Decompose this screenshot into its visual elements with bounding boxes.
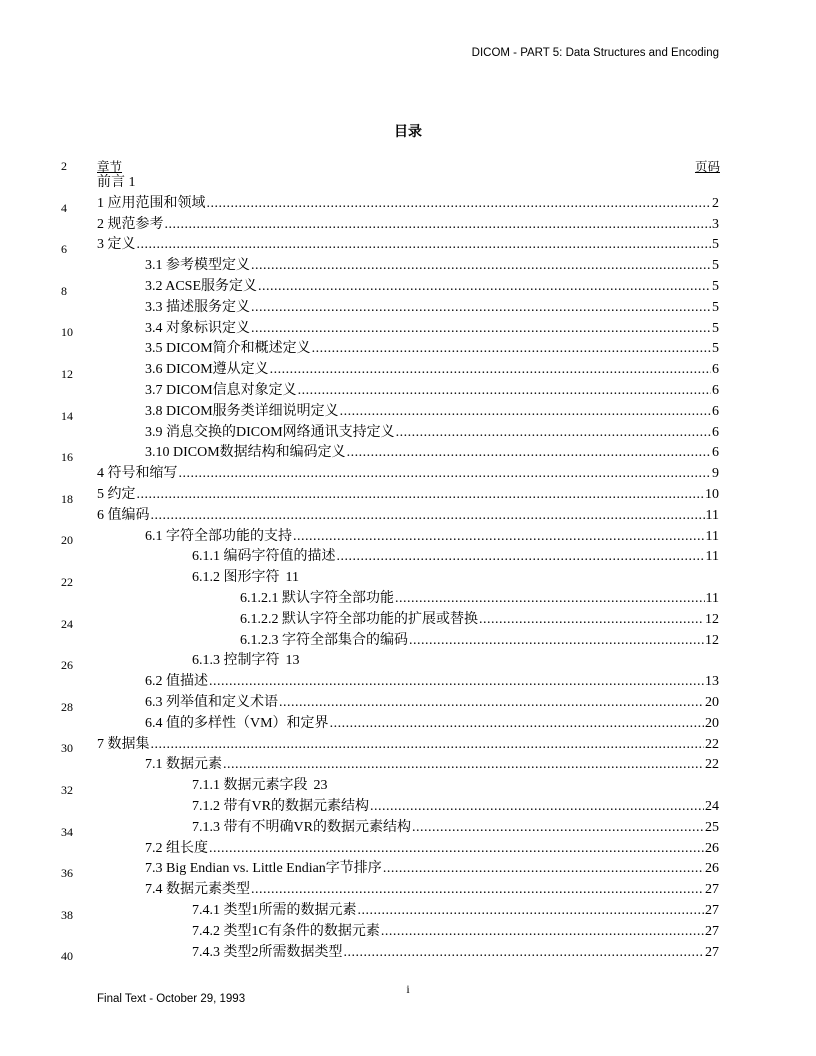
- toc-entry-page: 3: [712, 216, 719, 232]
- toc-entry-page: 5: [712, 258, 719, 274]
- footer-page-number: i: [406, 982, 410, 996]
- toc-entry[interactable]: [145, 672, 719, 692]
- toc-column-header: [97, 157, 720, 175]
- toc-entry-label: 3.6 DICOM遵从定义: [145, 362, 269, 378]
- toc-entry[interactable]: [192, 901, 719, 921]
- line-number: 36: [61, 866, 73, 881]
- toc-dot-leader: [381, 922, 704, 942]
- line-number: 24: [61, 616, 73, 631]
- toc-entry[interactable]: [192, 922, 719, 942]
- line-number: 12: [61, 367, 73, 381]
- toc-entry-label: 6 值编码: [97, 507, 150, 523]
- toc-entry[interactable]: [192, 651, 300, 671]
- toc-entry[interactable]: [240, 631, 719, 651]
- toc-entry[interactable]: [192, 568, 299, 588]
- toc-entry-page: 11: [705, 549, 719, 565]
- toc-dot-leader: [209, 839, 704, 859]
- toc-entry[interactable]: [240, 610, 719, 630]
- line-number: 30: [61, 741, 73, 756]
- toc-entry-page: 6: [712, 362, 719, 378]
- toc-dot-leader: [293, 527, 705, 547]
- toc-entry-label: 3.5 DICOM简介和概述定义: [145, 341, 311, 357]
- page-column-label: 页码: [694, 159, 720, 174]
- line-number: 38: [61, 907, 73, 922]
- toc-dot-leader: [258, 277, 711, 297]
- toc-entry-page: 5: [712, 299, 719, 315]
- toc-entry-page: 13: [285, 653, 300, 669]
- toc-entry-label: 7.1.2 带有VR的数据元素结构: [192, 799, 369, 814]
- toc-entry-label: 6.1.2 图形字符: [192, 570, 280, 586]
- toc-entry[interactable]: [192, 943, 719, 963]
- line-number: 26: [61, 658, 73, 673]
- toc-dot-leader: [137, 235, 712, 255]
- toc-dot-leader: [344, 943, 705, 963]
- toc-entry-page: 5: [712, 237, 719, 253]
- toc-entry[interactable]: [145, 360, 719, 380]
- toc-dot-leader: [479, 610, 704, 630]
- toc-entry-label: 3.1 参考模型定义: [145, 258, 250, 274]
- toc-entry-page: 11: [705, 528, 719, 544]
- toc-entry-page: 6: [712, 403, 719, 419]
- toc-entry-page: 27: [705, 882, 719, 898]
- chapter-column-label: 章节: [97, 159, 123, 174]
- line-number: 20: [61, 533, 73, 548]
- toc-entry-label: 3.9 消息交换的DICOM网络通讯支持定义: [145, 424, 395, 440]
- toc-entry[interactable]: [145, 880, 719, 900]
- toc-entry-page: 5: [712, 279, 719, 294]
- toc-entry[interactable]: [97, 194, 719, 214]
- toc-entry-page: 27: [705, 923, 719, 939]
- toc-entry-label: 6.1 字符全部功能的支持: [145, 528, 292, 544]
- toc-entry-label: 6.1.2.2 默认字符全部功能的扩展或替换: [240, 611, 478, 627]
- toc-entry[interactable]: [145, 755, 719, 775]
- toc-entry[interactable]: [97, 235, 719, 255]
- toc-dot-leader: [251, 256, 711, 276]
- toc-dot-leader: [340, 402, 711, 422]
- toc-dot-leader: [337, 547, 705, 567]
- toc-entry[interactable]: [145, 381, 719, 401]
- line-number: 34: [61, 824, 73, 839]
- toc-entry[interactable]: [192, 818, 719, 838]
- toc-dot-leader: [298, 381, 711, 401]
- toc-entry-label: 7.1.1 数据元素字段: [192, 778, 308, 794]
- toc-dot-leader: [223, 755, 704, 775]
- footer-date: Final Text - October 29, 1993: [97, 993, 246, 1005]
- toc-entry-label: 6.1.2.1 默认字符全部功能: [240, 591, 394, 606]
- toc-entry[interactable]: [145, 402, 719, 422]
- toc-entry-label: 1 应用范围和领域: [97, 195, 206, 211]
- toc-entry-label: 3.2 ACSE服务定义: [145, 279, 258, 294]
- toc-entry-label: 3.3 描述服务定义: [145, 299, 250, 315]
- toc-entry[interactable]: [145, 298, 719, 318]
- toc-entry-page: 12: [705, 611, 719, 627]
- toc-dot-leader: [251, 880, 704, 900]
- toc-dot-leader: [347, 443, 711, 463]
- toc-entry[interactable]: [145, 423, 719, 443]
- page-title: 目录: [394, 124, 422, 140]
- toc-entry[interactable]: [97, 485, 719, 505]
- line-number: 14: [61, 408, 73, 423]
- toc-entry-page: 24: [705, 799, 719, 814]
- toc-entry-label: 6.4 值的多样性（VM）和定界: [145, 715, 329, 731]
- toc-entry-label: 7.4 数据元素类型: [145, 882, 250, 898]
- toc-dot-leader: [270, 360, 711, 380]
- toc-entry[interactable]: [145, 319, 719, 339]
- toc-dot-leader: [409, 631, 704, 651]
- toc-entry-label: 3.4 对象标识定义: [145, 320, 250, 336]
- toc-entry-page: 26: [705, 861, 719, 877]
- toc-entry-page: 26: [705, 840, 719, 856]
- toc-entry-page: 6: [712, 445, 719, 461]
- toc-entry-page: 22: [705, 736, 719, 752]
- toc-entry-page: 20: [705, 715, 719, 731]
- line-number: 6: [61, 242, 67, 257]
- line-number: 22: [61, 575, 73, 589]
- toc-dot-leader: [179, 464, 712, 484]
- toc-entry-page: 11: [285, 570, 299, 586]
- toc-dot-leader: [251, 298, 711, 318]
- toc-entry-page: 11: [705, 507, 719, 523]
- toc-dot-leader: [251, 319, 711, 339]
- toc-entry-label: 6.1.3 控制字符: [192, 653, 280, 669]
- toc-entry-label: 2 规范参考: [97, 216, 164, 232]
- toc-entry-label: 3.10 DICOM数据结构和编码定义: [145, 445, 346, 461]
- toc-entry[interactable]: [145, 443, 719, 463]
- toc-dot-leader: [383, 859, 704, 879]
- toc-entry-page: 10: [705, 487, 719, 502]
- toc-entry-page: 25: [705, 819, 719, 835]
- toc-entry-page: 23: [313, 778, 328, 794]
- line-number: 8: [61, 283, 67, 298]
- toc-entry-label: 7.3 Big Endian vs. Little Endian字节排序: [145, 861, 382, 877]
- toc-dot-leader: [151, 506, 705, 526]
- toc-dot-leader: [151, 735, 705, 755]
- toc-entry[interactable]: [145, 714, 719, 734]
- line-number: 16: [61, 450, 73, 465]
- toc-entry[interactable]: [192, 547, 719, 567]
- toc-entry[interactable]: [145, 277, 719, 297]
- toc-entry-label: 7.4.3 类型2所需数据类型: [192, 944, 343, 960]
- toc-entry[interactable]: [240, 589, 719, 609]
- toc-entry-label: 6.2 值描述: [145, 674, 208, 690]
- toc-entry-label: 7.2 组长度: [145, 840, 208, 856]
- line-number: 28: [61, 699, 73, 714]
- toc-dot-leader: [330, 714, 704, 734]
- toc-entry-label: 3.8 DICOM服务类详细说明定义: [145, 403, 339, 419]
- toc-entry-page: 5: [712, 341, 719, 357]
- toc-entry-label: 3.7 DICOM信息对象定义: [145, 383, 297, 398]
- toc-entry-page: 12: [705, 632, 719, 648]
- line-number: 4: [61, 200, 67, 215]
- toc-entry[interactable]: [192, 776, 328, 796]
- running-header: DICOM - PART 5: Data Structures and Encoding: [471, 47, 719, 59]
- toc-entry-label: 6.1.2.3 字符全部集合的编码: [240, 632, 408, 648]
- toc-entry[interactable]: [145, 859, 719, 879]
- toc-entry-page: 22: [705, 757, 719, 773]
- toc-entry-page: 6: [712, 383, 719, 398]
- toc-entry-page: 27: [705, 944, 719, 960]
- toc-entry[interactable]: [145, 839, 719, 859]
- toc-entry-label: 前言 1: [97, 175, 136, 190]
- toc-dot-leader: [396, 423, 711, 443]
- toc-entry[interactable]: [97, 464, 719, 484]
- toc-dot-leader: [412, 818, 704, 838]
- line-number: 40: [61, 949, 73, 964]
- toc-dot-leader: [165, 215, 712, 235]
- toc-entry[interactable]: [145, 693, 719, 713]
- line-number: 18: [61, 491, 73, 506]
- toc-entry-page: 13: [705, 674, 719, 690]
- toc-entry-label: 7.1 数据元素: [145, 757, 222, 773]
- toc-dot-leader: [209, 672, 704, 692]
- toc-entry-label: 7.1.3 带有不明确VR的数据元素结构: [192, 819, 411, 835]
- toc-entry-page: 5: [712, 320, 719, 336]
- toc-entry-page: 27: [705, 903, 719, 918]
- toc-entry[interactable]: [145, 256, 719, 276]
- toc-entry-page: 6: [712, 424, 719, 440]
- toc-dot-leader: [395, 589, 705, 609]
- toc-entry-page: 9: [712, 466, 719, 482]
- toc-entry[interactable]: [145, 339, 719, 359]
- toc-entry[interactable]: [97, 173, 136, 193]
- toc-entry-label: 6.1.1 编码字符值的描述: [192, 549, 336, 565]
- toc-dot-leader: [207, 194, 712, 214]
- toc-entry[interactable]: [192, 797, 719, 817]
- toc-entry-label: 7.4.2 类型1C有条件的数据元素: [192, 923, 380, 939]
- toc-entry-page: 11: [705, 591, 719, 606]
- toc-dot-leader: [137, 485, 705, 505]
- toc-dot-leader: [370, 797, 704, 817]
- toc-entry[interactable]: [145, 527, 719, 547]
- toc-dot-leader: [358, 901, 705, 921]
- toc-entry[interactable]: [97, 215, 719, 235]
- toc-entry-label: 7.4.1 类型1所需的数据元素: [192, 903, 357, 918]
- line-number: 2: [61, 159, 67, 173]
- toc-entry-label: 5 约定: [97, 487, 136, 502]
- toc-entry-page: 2: [712, 195, 719, 211]
- toc-entry-label: 6.3 列举值和定义术语: [145, 695, 278, 710]
- toc-entry-label: 4 符号和缩写: [97, 466, 178, 482]
- toc-dot-leader: [279, 693, 704, 713]
- toc-entry-label: 7 数据集: [97, 736, 150, 752]
- line-number: 10: [61, 325, 73, 340]
- toc-entry[interactable]: [97, 735, 719, 755]
- toc-entry[interactable]: [97, 506, 719, 526]
- toc-dot-leader: [312, 339, 711, 359]
- line-number: 32: [61, 783, 73, 797]
- toc-entry-label: 3 定义: [97, 237, 136, 253]
- toc-entry-page: 20: [705, 695, 719, 710]
